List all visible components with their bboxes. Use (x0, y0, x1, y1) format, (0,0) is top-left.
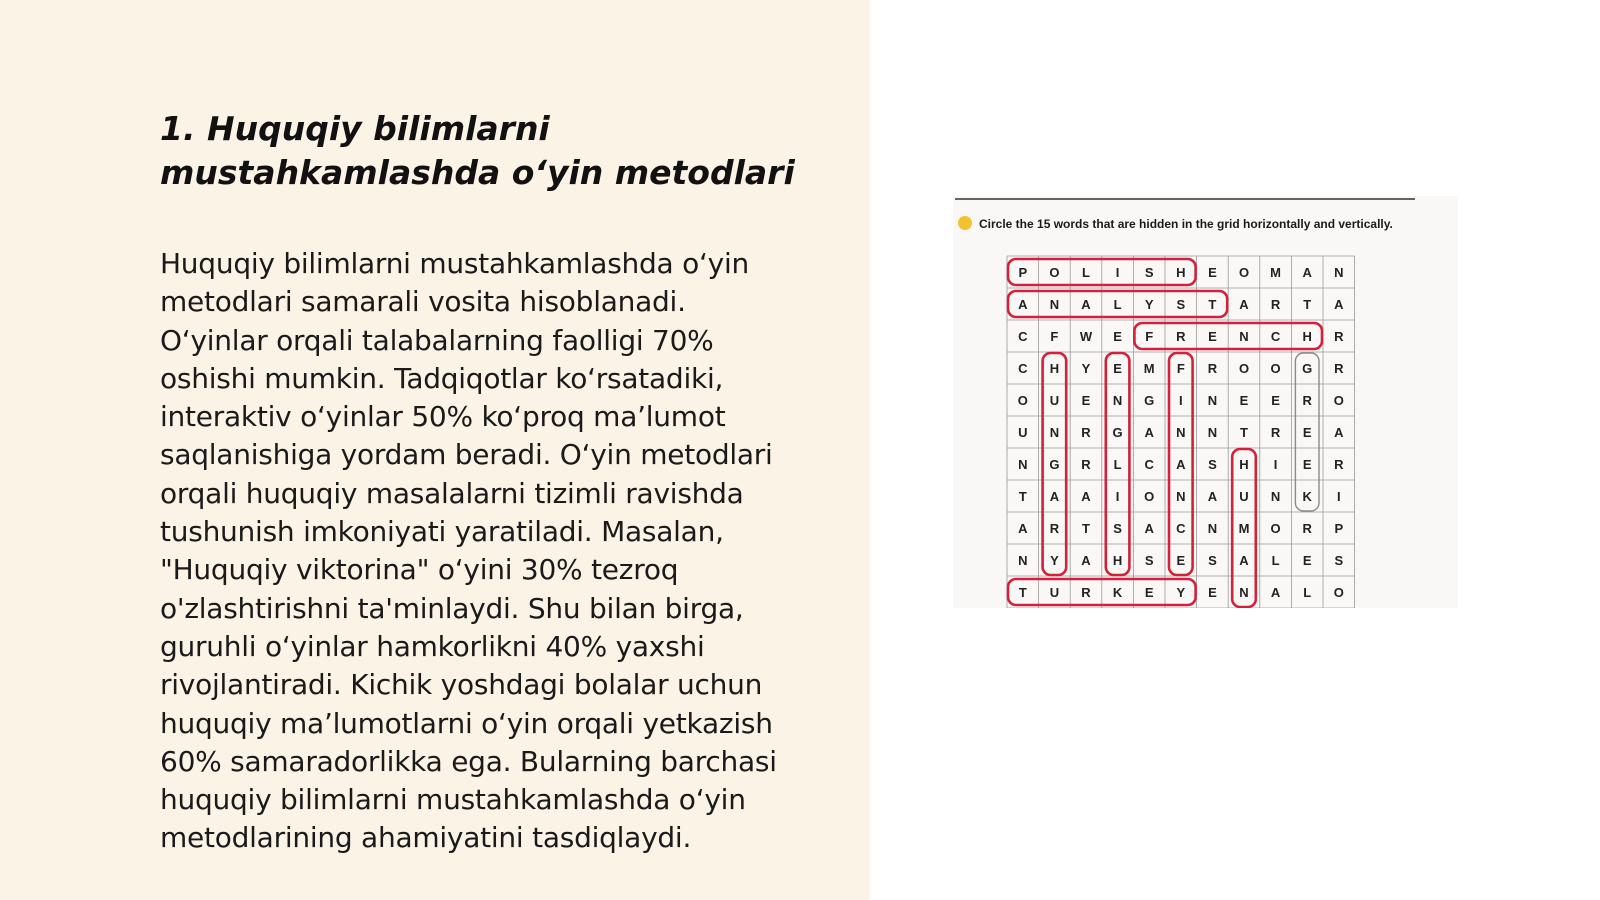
grid-letter: K (1302, 489, 1312, 504)
grid-letter: F (1145, 329, 1154, 344)
slide-title: 1. Huquqiy bilimlarni mustahkamlashda o‘yin metodlari (160, 109, 795, 192)
grid-letter: O (1049, 265, 1060, 280)
grid-letter: R (1334, 457, 1344, 472)
grid-letter: S (1113, 521, 1122, 536)
grid-letter: E (1302, 457, 1312, 472)
grid-letter: O (1333, 585, 1344, 600)
grid-letter: C (1144, 457, 1154, 472)
grid-letter: E (1113, 361, 1122, 376)
grid-letter: S (1208, 553, 1217, 568)
grid-letter: L (1271, 553, 1280, 568)
grid-letter: N (1207, 425, 1218, 440)
grid-letter: M (1238, 521, 1250, 536)
grid-letter: I (1178, 393, 1183, 408)
grid-letter: A (1081, 553, 1091, 568)
grid-letter: E (1239, 393, 1249, 408)
grid-letter: C (1176, 521, 1186, 536)
word-search-figure (953, 196, 1458, 608)
grid-letter: O (1270, 521, 1281, 536)
grid-letter: H (1176, 265, 1186, 280)
grid-letter: E (1081, 393, 1091, 408)
grid-letter: N (1049, 297, 1060, 312)
grid-letter: R (1049, 521, 1060, 536)
grid-letter: E (1271, 393, 1280, 408)
instruction-badge-icon (958, 216, 972, 230)
grid-letter: A (1207, 489, 1218, 504)
grid-letter: R (1334, 361, 1344, 376)
grid-letter: I (1115, 489, 1120, 504)
grid-letter: A (1144, 425, 1154, 440)
grid-letter: N (1239, 329, 1249, 344)
grid-letter: S (1334, 553, 1344, 568)
grid-letter: A (1334, 425, 1344, 440)
grid-letter: K (1112, 585, 1123, 600)
grid-letter: U (1049, 393, 1060, 408)
grid-letter: N (1334, 265, 1344, 280)
grid-letter: I (1336, 489, 1341, 504)
grid-letter: N (1207, 521, 1218, 536)
grid-letter: A (1018, 521, 1028, 536)
grid-letter: A (1334, 297, 1344, 312)
grid-letter: F (1176, 361, 1185, 376)
grid-letter: E (1113, 329, 1122, 344)
grid-letter: E (1176, 553, 1186, 568)
grid-letter: A (1018, 297, 1028, 312)
grid-letter: I (1273, 457, 1278, 472)
grid-letter: L (1113, 297, 1122, 312)
grid-letter: R (1302, 393, 1312, 408)
grid-letter: T (1208, 297, 1217, 312)
grid-letter: N (1270, 489, 1281, 504)
grid-letter: N (1018, 553, 1028, 568)
grid-letter: R (1081, 457, 1091, 472)
grid-letter: U (1018, 425, 1028, 440)
grid-letter: Y (1050, 553, 1059, 568)
grid-letter: R (1270, 425, 1281, 440)
grid-letter: M (1143, 361, 1155, 376)
grid-letter: E (1302, 425, 1312, 440)
grid-letter: A (1081, 297, 1091, 312)
grid-letter: A (1049, 489, 1060, 504)
grid-letter: R (1334, 329, 1344, 344)
grid-letter: G (1302, 361, 1313, 376)
grid-letter: L (1082, 265, 1090, 280)
grid-letter: H (1302, 329, 1312, 344)
grid-letter: Y (1081, 361, 1091, 376)
grid-letter: G (1112, 425, 1123, 440)
grid-letter: A (1302, 265, 1312, 280)
grid-letter: W (1079, 329, 1093, 344)
grid-letter: L (1303, 585, 1312, 600)
grid-letter: L (1113, 457, 1122, 472)
grid-letter: E (1208, 265, 1217, 280)
grid-letter: A (1239, 553, 1249, 568)
grid-letter: N (1018, 457, 1028, 472)
grid-letter: A (1081, 489, 1091, 504)
grid-letter: S (1144, 553, 1154, 568)
grid-letter: P (1018, 265, 1028, 280)
grid-letter: Y (1176, 585, 1186, 600)
grid-letter: R (1081, 585, 1091, 600)
grid-letter: R (1176, 329, 1186, 344)
grid-letter: T (1018, 489, 1027, 504)
grid-letter: N (1176, 425, 1186, 440)
grid-letter: A (1144, 521, 1154, 536)
grid-letter: O (1333, 393, 1344, 408)
grid-letter: U (1049, 585, 1060, 600)
grid-letter: T (1018, 585, 1027, 600)
grid-letter: A (1176, 457, 1186, 472)
grid-letter: E (1302, 553, 1312, 568)
grid-letter: E (1208, 585, 1217, 600)
grid-letter: S (1144, 265, 1154, 280)
puzzle-instruction: Circle the 15 words that are hidden in the grid horizontally and vertically. (979, 217, 1393, 231)
grid-letter: O (1238, 361, 1250, 376)
grid-letter: H (1239, 457, 1249, 472)
grid-letter: T (1240, 425, 1248, 440)
grid-letter: U (1239, 489, 1249, 504)
grid-letter: O (1017, 393, 1028, 408)
grid-letter: O (1238, 265, 1250, 280)
word-search-image (953, 196, 1458, 608)
grid-letter: O (1270, 361, 1281, 376)
grid-letter: T (1082, 521, 1090, 536)
grid-letter: H (1049, 361, 1060, 376)
grid-letter: N (1239, 585, 1249, 600)
grid-letter: A (1239, 297, 1249, 312)
grid-letter: G (1144, 393, 1155, 408)
grid-letter: E (1144, 585, 1154, 600)
grid-letter: S (1208, 457, 1217, 472)
grid-letter: C (1018, 329, 1028, 344)
grid-letter: Y (1144, 297, 1154, 312)
grid-letter: N (1049, 425, 1060, 440)
grid-letter: R (1081, 425, 1091, 440)
grid-letter: N (1176, 489, 1186, 504)
grid-letter: F (1050, 329, 1059, 344)
grid-letter: O (1144, 489, 1155, 504)
grid-letter: C (1270, 329, 1281, 344)
slide-body-text: Huquqiy bilimlarni mustahkamlashda o‘yin metodlari samarali vosita hisoblanadi. O‘yinlar orqali talabalarning faolligi 70% oshishi mumkin. Tadqiqotlar ko‘rsatadiki, interaktiv o‘yinlar 50% ko‘proq ma’lumot saqlanishiga yordam beradi. O‘yin metodlari orqali huquqiy masalalarni tizimli ravishda tushunish imkoniyati yaratiladi. Masalan, "Huquqiy viktorina" o‘yini 30% tezroq o'zlashtirishni ta'minlaydi. Shu bilan birga, guruhli o‘yinlar hamkorlikni 40% yaxshi rivojlantiradi. Kichik yoshdagi bolalar uchun huquqiy ma’lumotlarni o‘yin orqali yetkazish 60% samaradorlikka ega. Bularning barchasi huquqiy bilimlarni mustahkamlashda o‘yin metodlarining ahamiyatini tasdiqlaydi. (160, 247, 777, 855)
grid-letter: R (1207, 361, 1218, 376)
grid-letter: C (1018, 361, 1028, 376)
grid-letter: M (1270, 265, 1282, 280)
grid-letter: R (1302, 521, 1312, 536)
grid-letter: P (1334, 521, 1344, 536)
grid-letter: E (1208, 329, 1217, 344)
grid-letter: I (1115, 265, 1120, 280)
grid-letter: G (1049, 457, 1060, 472)
grid-letter: H (1112, 553, 1123, 568)
grid-letter: T (1303, 297, 1312, 312)
grid-letter: S (1176, 297, 1186, 312)
grid-letter: N (1112, 393, 1123, 408)
grid-letter: A (1270, 585, 1281, 600)
grid-letter: R (1270, 297, 1281, 312)
grid-letter: N (1207, 393, 1218, 408)
